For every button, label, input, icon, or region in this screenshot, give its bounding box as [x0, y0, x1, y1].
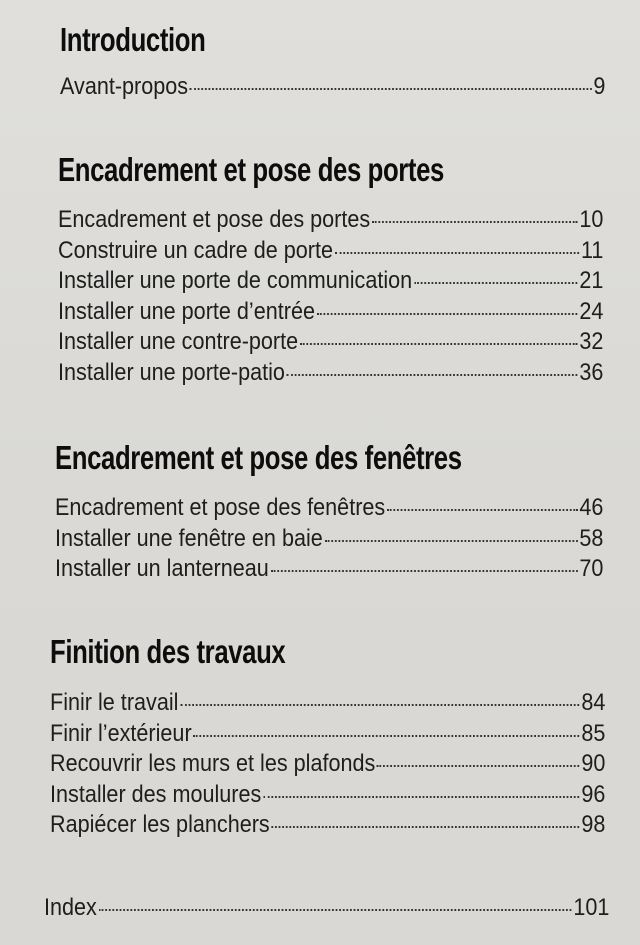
dot-leader [335, 251, 579, 254]
entry-label: Finir le travail [50, 689, 179, 716]
entry-page: 84 [581, 689, 606, 716]
entry-label: Installer une porte de communication [58, 267, 413, 294]
dot-leader [325, 539, 578, 542]
toc-entry[interactable] [50, 749, 605, 780]
entry-page: 24 [579, 297, 604, 325]
section-heading: Introduction [60, 21, 206, 58]
section-fenetres [55, 438, 604, 585]
entry-page: 21 [579, 267, 604, 294]
entry-page: 46 [579, 494, 604, 521]
entry-page: 98 [581, 811, 606, 838]
toc-entry[interactable] [58, 327, 603, 358]
dot-leader [271, 569, 578, 572]
entry-page: 96 [581, 780, 606, 808]
section-heading: Finition des travaux [50, 633, 286, 670]
entry-label: Installer un lanterneau [55, 555, 269, 582]
dot-leader [372, 220, 578, 223]
dot-leader [300, 342, 578, 345]
section-finition [50, 632, 606, 841]
section-heading: Encadrement et pose des fenêtres [55, 439, 462, 476]
entry-label: Index [44, 894, 97, 921]
entry-page: 32 [579, 328, 604, 355]
dot-leader [387, 508, 578, 511]
entry-page: 101 [573, 894, 610, 921]
section-portes [58, 150, 604, 388]
dot-leader [287, 373, 578, 376]
toc-entry[interactable] [50, 719, 605, 750]
toc-entry-index[interactable] [44, 893, 609, 924]
entry-label: Recouvrir les murs et les plafonds [50, 750, 376, 777]
dot-leader [414, 281, 578, 284]
entry-page: 85 [581, 719, 606, 747]
entry-page: 9 [593, 73, 606, 100]
entry-page: 36 [579, 358, 604, 386]
dot-leader [263, 795, 580, 798]
entry-label: Installer des moulures [50, 780, 262, 808]
section-introduction [60, 20, 606, 103]
entry-label: Installer une contre-porte [58, 328, 299, 355]
toc-entry[interactable] [55, 554, 603, 585]
dot-leader [377, 764, 579, 767]
entry-label: Encadrement et pose des fenêtres [55, 494, 386, 521]
entry-label: Rapiécer les planchers [50, 811, 270, 838]
dot-leader [272, 825, 580, 828]
entry-page: 11 [581, 236, 604, 264]
dot-leader [99, 908, 572, 911]
entry-label: Finir l’extérieur [50, 719, 192, 747]
toc-entry[interactable] [50, 688, 605, 719]
toc-entry[interactable] [58, 236, 603, 267]
toc-entry[interactable] [58, 205, 603, 236]
section-index [44, 893, 610, 924]
entry-label: Construire un cadre de porte [58, 236, 333, 264]
entry-page: 10 [579, 206, 604, 233]
toc-entry[interactable] [55, 493, 603, 524]
entry-label: Avant-propos [60, 73, 189, 100]
dot-leader [193, 734, 579, 737]
entry-label: Installer une fenêtre en baie [55, 524, 323, 552]
toc-entry[interactable] [58, 297, 603, 328]
dot-leader [317, 312, 578, 315]
entry-label: Encadrement et pose des portes [58, 206, 371, 233]
section-heading: Encadrement et pose des portes [58, 151, 444, 188]
toc-entry[interactable] [50, 780, 605, 811]
toc-entry[interactable] [55, 524, 603, 555]
toc-entry[interactable] [60, 72, 605, 103]
dot-leader [180, 703, 579, 706]
dot-leader [190, 87, 592, 90]
toc-entry[interactable] [58, 266, 603, 297]
entry-label: Installer une porte-patio [58, 358, 285, 386]
entry-page: 70 [579, 555, 604, 582]
toc-entry[interactable] [50, 810, 605, 841]
entry-page: 58 [579, 524, 604, 552]
entry-page: 90 [581, 750, 606, 777]
entry-label: Installer une porte d’entrée [58, 297, 315, 325]
toc-entry[interactable] [58, 358, 603, 389]
